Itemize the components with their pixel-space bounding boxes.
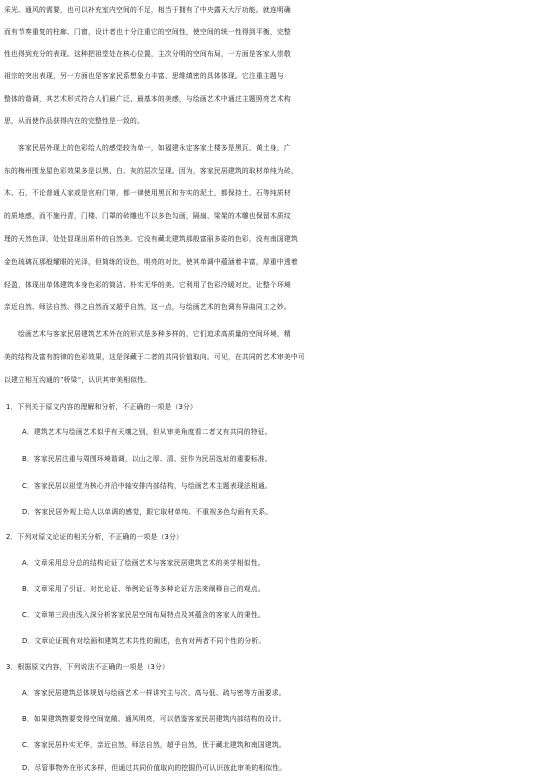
option-b: B．客家民居注重与周围环境谐调，以山之厚、清、驻作为民居选址的重要标准。 [22, 455, 272, 463]
passage-line: 绘画艺术与客家民居建筑艺术外在的形式是多种多样的，它们追求高质量的空间环境，精 [4, 330, 291, 338]
option-c: C．客家民居以祖堂为核心并沿中轴安排内部结构，与绘画艺术主题表现法相通。 [22, 482, 272, 490]
option-a: A．客家民居建筑总体规划与绘画艺术一样讲究主与次、高与低、疏与密等方面要求。 [22, 689, 286, 697]
option-c: C．文章第三段由浅入深分析客家民居空间布局特点及其蕴含的客家人的秉性。 [22, 611, 265, 619]
option-d: D．客家民居外观上给人以单调的感觉，跟它取材单纯、不重视多色勾画有关系。 [22, 508, 273, 516]
passage-line: 金色琉璃瓦那般耀眼的光泽，但简练的设色，明亮的对比，使其单调中蕴涵着丰富，厚重中透着 [4, 258, 298, 266]
passage-line: 采光、通风的需要，也可以补充室内空间的不足，相当于拥有了中央露天大厅功能。就连明确 [4, 6, 291, 14]
option-a: A．文章采用总分总的结构论证了绘画艺术与客家民居建筑艺术的美学相似性。 [22, 559, 265, 567]
option-b: B．如果建筑物要变得空间宽敞、通风明亮，可以借鉴客家民居建筑内部结构的设计。 [22, 715, 286, 723]
option-d: D．尽管事物外在形式多样，但通过共同价值取向的挖掘仍可认识彼此审美的相似性。 [22, 764, 287, 772]
passage-line: 理的天然色泽，处处显现出质朴的自然美。它没有藏北建筑那般富丽多姿的色彩，没有南国建筑 [4, 235, 298, 243]
option-a: A．建筑艺术与绘画艺术似乎有天壤之别，但从审美角度看二者又有共同的特征。 [22, 428, 272, 436]
passage-line: 轻盈，体现出单体建筑本身色彩的简洁、朴实无华的美。它利用了色彩冷暖对比，让整个环境 [4, 281, 291, 289]
passage-line: 以建立相互沟通的“桥梁”，认识其审美相似性。 [4, 376, 152, 384]
passage-line: 东的梅州围龙屋色彩效果多是以黑、白、灰的层次呈现。因为，客家民居建筑的取材单纯为砖、 [4, 167, 298, 175]
passage-line: 祖宗的突出表现，另一方面也是客家民系想象力丰富、思维缜密的具体体现。它注重主题与 [4, 72, 284, 80]
passage-line: 整体的谐调，其艺术形式符合人们最广泛、最基本的美感，与绘画艺术中通过主题照亮艺术构 [4, 95, 291, 103]
option-c: C．客家民居朴实无华，亲近自然，师法自然，超乎自然，优于藏北建筑和南国建筑。 [22, 741, 286, 749]
option-b: B．文章采用了引证、对比论证、举例论证等多种论证方法来阐释自己的观点。 [22, 585, 265, 593]
passage-line: 性也得到充分的表现。这种把祖堂处在核心位置，主次分明的空间布局，一方面是客家人崇敬 [4, 50, 291, 58]
passage-line: 的质地感，而不施丹青，门楼、门罩的砖雕也不以多色勾画，隔扇、梁架的木雕也保留木质纹 [4, 212, 291, 220]
option-d: D．文章论证既有对绘画和建筑艺术共性的阐述，也有对两者不同个性的分析。 [22, 637, 266, 645]
passage-line: 而有节奏重复的柱廊、门窗，设计者也十分注重它的空间性，使空间的统一性得到平衡，完整 [4, 28, 291, 36]
question-stem: 3．根据原文内容，下列说法不正确的一项是（3分） [6, 663, 169, 671]
question-stem: 2．下列对原文论证的相关分析，不正确的一项是（3分） [6, 533, 183, 541]
passage-line: 木、石，不论普通人家或是官府门第，都一律使用黑瓦和夯实的泥土，都保持土、石等纯质材 [4, 189, 291, 197]
passage-line: 客家民居外现上的色彩给人的感觉较为单一，如福建永定客家土楼多是黑瓦、黄土身，广 [4, 144, 291, 152]
passage-line: 思，从而使作品获得内在的完整性是一致的。 [4, 117, 144, 125]
question-stem: 1．下列关于原文内容的理解和分析，不正确的一项是（3分） [6, 403, 197, 411]
passage-line: 美的结构及富有韵律的色彩效果，这是深藏于二者的共同价值取向。可见，在共同的艺术审美中可 [4, 353, 305, 361]
passage-line: 亲近自然、师法自然、得之自然而又超乎自然，这一点，与绘画艺术的色调有异曲同工之妙。 [4, 303, 291, 311]
